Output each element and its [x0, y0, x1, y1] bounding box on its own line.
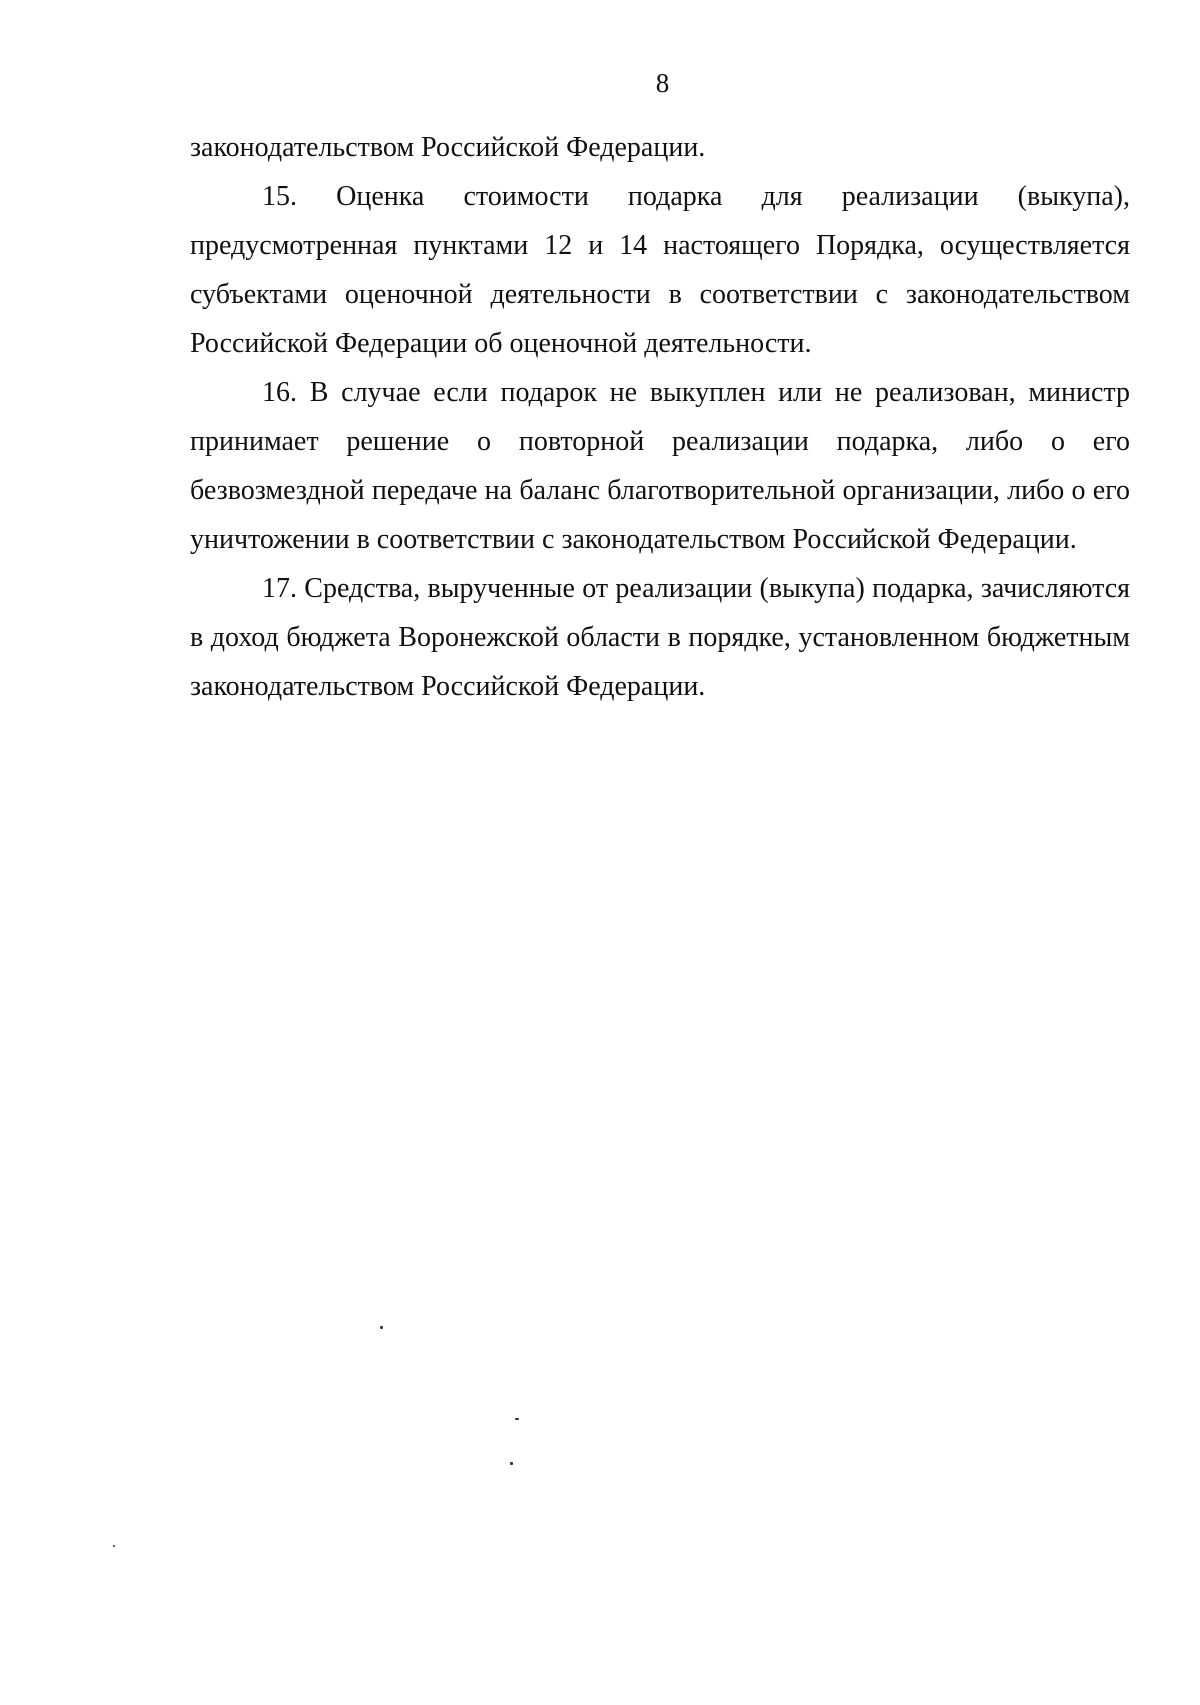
paragraph-continuation: законодательством Российской Федерации. [190, 132, 706, 163]
scan-speck [113, 1545, 115, 1547]
paragraph-17: 17. Средства, вырученные от реализации (выкупа) подарка, зачисляются в доход бюджета Воронежской области в порядке, установленном бюджетным законодательством Российской Федерации. [190, 573, 1130, 702]
paragraph-16: 16. В случае если подарок не выкуплен или не реализован, министр принимает решение о повторной реализации подарка, либо о его безвозмездной передаче на баланс благотворительной организации, либо о его уничтожении в соответствии с законодательством Российской Федерации. [190, 377, 1130, 555]
scan-speck [380, 1326, 383, 1329]
document-body [190, 123, 1130, 711]
scan-speck [515, 1418, 519, 1420]
scan-speck [510, 1462, 513, 1465]
page-number: 8 [655, 68, 670, 98]
paragraph-15: 15. Оценка стоимости подарка для реализации (выкупа), предусмотренная пунктами 12 и 14 настоящего Порядка, осуществляется субъектами оценочной деятельности в соответствии с законодательством Российской Федерации об оценочной деятельности. [190, 181, 1130, 359]
